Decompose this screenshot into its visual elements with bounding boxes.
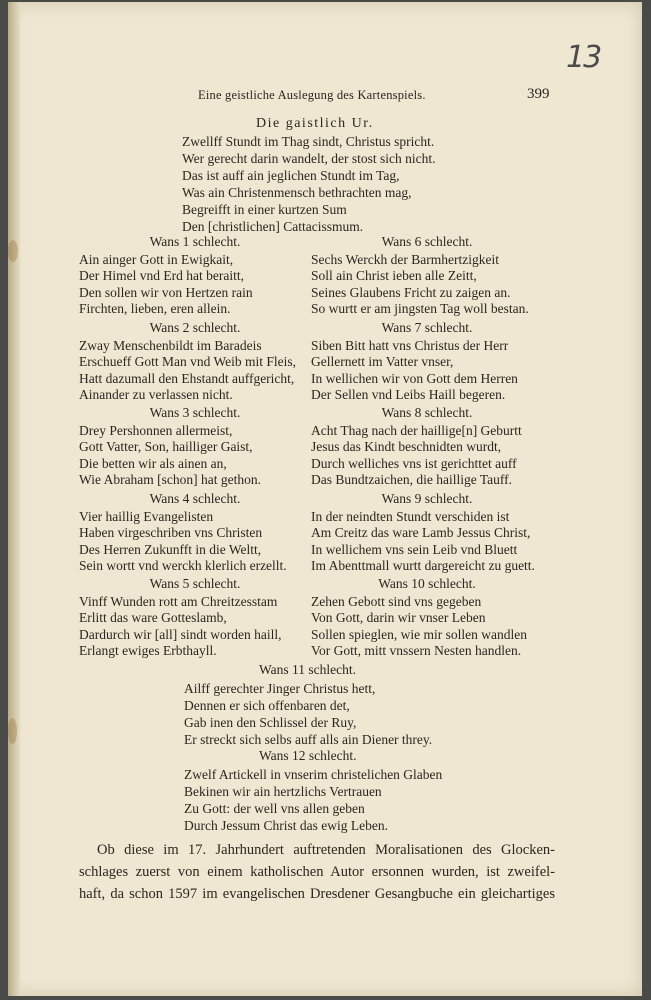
stanza-line: Am Creitz das ware Lamb Jessus Christ, bbox=[311, 525, 531, 540]
intro-line: Was ain Christenmensch bethrachten mag, bbox=[182, 185, 412, 200]
stanza-line: Erlitt das ware Gotteslamb, bbox=[79, 610, 227, 625]
stanza-line: Vier haillig Evangelisten bbox=[79, 508, 214, 524]
stanza-hour-5 bbox=[79, 576, 311, 660]
prose-line: Ob diese im 17. Jahrhundert auftretenden Moralisationen des Glocken- bbox=[97, 842, 555, 858]
stanza-line: Ainander zu verlassen nicht. bbox=[79, 387, 233, 402]
stanza-heading: Wans 5 schlecht. bbox=[149, 576, 241, 591]
stanza-line: Wie Abraham [schon] hat gethon. bbox=[79, 472, 262, 487]
stanza-line: Sollen spieglen, wie mir sollen wandlen bbox=[311, 626, 527, 642]
stanza-line: Dardurch wir [all] sindt worden haill, bbox=[79, 626, 282, 642]
stanza-line: Er streckt sich selbs auff alls ain Diener threy. bbox=[184, 732, 433, 747]
stanza-hour-1 bbox=[79, 234, 311, 318]
paper-stain bbox=[8, 718, 17, 744]
stanza-heading: Wans 3 schlecht. bbox=[149, 405, 241, 420]
stanza-hour-6 bbox=[311, 234, 543, 318]
stanza-line: Der Himel vnd Erd hat beraitt, bbox=[79, 268, 244, 283]
stanza-line: Gab inen den Schlissel der Ruy, bbox=[184, 715, 357, 730]
page-number: 399 bbox=[527, 86, 550, 102]
stanza-line: Ain ainger Gott in Ewigkait, bbox=[79, 251, 234, 267]
stanza-line: In der neindten Stundt verschiden ist bbox=[311, 508, 510, 524]
stanza-heading-11: Wans 11 schlecht. bbox=[259, 662, 357, 677]
prose-line: schlages zuerst von einem katholischen Autor ersonnen wurden, ist zweifel- bbox=[79, 864, 555, 880]
handwritten-page-number: 13 bbox=[566, 40, 601, 75]
stanza-line: Vor Gott, mitt vnssern Nesten handlen. bbox=[311, 643, 522, 658]
stanza-line: Die betten wir als ainen an, bbox=[79, 455, 227, 471]
intro-line: Das ist auff ain jeglichen Stundt im Tag, bbox=[182, 168, 400, 183]
stanza-line: Acht Thag nach der haillige[n] Geburtt bbox=[311, 422, 522, 438]
stanza-line: In wellichen wir von Gott dem Herren bbox=[311, 370, 518, 386]
stanza-line: Sechs Werckh der Barmhertzigkeit bbox=[311, 251, 499, 267]
stanza-line: Jesus das Kindt beschnidten wurdt, bbox=[311, 439, 502, 454]
stanza-heading: Wans 4 schlecht. bbox=[149, 491, 241, 506]
stanza-heading: Wans 2 schlecht. bbox=[149, 320, 241, 335]
stanza-heading-12: Wans 12 schlecht. bbox=[259, 748, 357, 763]
stanza-line: Zwelf Artickell in vnserim christelichen Glaben bbox=[184, 767, 443, 782]
stanza-line: Zu Gott: der well vns allen geben bbox=[184, 801, 365, 816]
stanza-line: Dennen er sich offenbaren det, bbox=[184, 698, 350, 713]
stanza-hour-8 bbox=[311, 405, 543, 489]
stanza-line: Vinff Wunden rott am Chreitzesstam bbox=[79, 593, 278, 609]
intro-line: Den [christlichen] Cattacissmum. bbox=[182, 219, 364, 234]
stanza-line: Den sollen wir von Hertzen rain bbox=[79, 284, 253, 300]
stanza-heading: Wans 8 schlecht. bbox=[381, 405, 473, 420]
intro-line: Wer gerecht darin wandelt, der stost sich nicht. bbox=[182, 151, 436, 166]
poem-intro bbox=[182, 133, 435, 235]
stanza-line: Zehen Gebott sind vns gegeben bbox=[311, 593, 482, 609]
stanza-heading: Wans 6 schlecht. bbox=[381, 234, 473, 249]
paper-stain bbox=[8, 240, 18, 262]
stanza-line: Von Gott, darin wir vnser Leben bbox=[311, 610, 486, 625]
stanza-line: Seines Glaubens Fricht zu zaigen an. bbox=[311, 284, 511, 300]
poem-title: Die gaistlich Ur. bbox=[256, 116, 374, 131]
stanza-line: Des Herren Zukunfft in die Weltt, bbox=[79, 541, 262, 557]
stanza-hour-7 bbox=[311, 320, 543, 404]
intro-line: Zwellff Stundt im Thag sindt, Christus spricht. bbox=[182, 134, 435, 149]
page-spine bbox=[8, 2, 20, 996]
stanza-line: Im Abenttmall wurtt dargereicht zu guett. bbox=[311, 558, 535, 573]
stanza-heading: Wans 9 schlecht. bbox=[381, 491, 473, 506]
stanza-hour-2 bbox=[79, 320, 311, 404]
running-title: Eine geistliche Auslegung des Kartenspiels. bbox=[198, 88, 426, 102]
stanza-line: Siben Bitt hatt vns Christus der Herr bbox=[311, 337, 509, 353]
stanza-line: Durch Jessum Christ das ewig Leben. bbox=[184, 818, 388, 833]
book-page bbox=[8, 2, 642, 996]
stanza-line: Haben virgeschriben vns Christen bbox=[79, 525, 263, 540]
stanza-line: Das Bundtzaichen, die haillige Tauff. bbox=[311, 472, 512, 487]
stanza-hour-9 bbox=[311, 491, 543, 575]
stanza-line: Der Sellen vnd Leibs Haill begeren. bbox=[311, 387, 506, 402]
stanza-line: So wurtt er am jingsten Tag woll bestan. bbox=[311, 301, 529, 316]
stanza-hour-10 bbox=[311, 576, 543, 660]
stanza-heading: Wans 7 schlecht. bbox=[381, 320, 473, 335]
stanza-line: Ailff gerechter Jinger Christus hett, bbox=[184, 681, 376, 696]
intro-line: Begreifft in einer kurtzen Sum bbox=[182, 202, 347, 217]
stanza-line: Durch welliches vns ist gerichttet auff bbox=[311, 455, 517, 471]
stanza-line: Bekinen wir ain hertzlichs Vertrauen bbox=[184, 784, 382, 799]
stanza-line: Hatt dazumall den Ehstandt auffgericht, bbox=[79, 370, 295, 386]
stanza-hour-3 bbox=[79, 405, 311, 489]
stanza-hour-11 bbox=[184, 680, 432, 748]
stanza-hour-4 bbox=[79, 491, 311, 575]
stanza-line: Erlangt ewiges Erbthayll. bbox=[79, 643, 217, 658]
stanza-line: Sein wortt vnd werckh klerlich erzellt. bbox=[79, 558, 287, 573]
stanza-line: Gott Vatter, Son, hailliger Gaist, bbox=[79, 439, 253, 454]
stanza-line: Firchten, lieben, eren allein. bbox=[79, 301, 231, 316]
stanza-line: Soll ain Christ ieben alle Zeitt, bbox=[311, 268, 477, 283]
prose-paragraph bbox=[79, 839, 555, 905]
stanza-heading: Wans 1 schlecht. bbox=[149, 234, 241, 249]
stanza-heading: Wans 10 schlecht. bbox=[378, 576, 476, 591]
stanza-line: Drey Pershonnen allermeist, bbox=[79, 422, 233, 438]
stanza-hour-12 bbox=[184, 766, 442, 834]
stanza-line: Gellernett im Vatter vnser, bbox=[311, 354, 454, 369]
stanza-line: In wellichem vns sein Leib vnd Bluett bbox=[311, 541, 518, 557]
stanza-line: Zway Menschenbildt im Baradeis bbox=[79, 337, 262, 353]
prose-line: haft, da schon 1597 im evangelischen Dresdener Gesangbuche ein gleichartiges bbox=[79, 886, 555, 902]
stanza-line: Erschueff Gott Man vnd Weib mit Fleis, bbox=[79, 354, 297, 369]
